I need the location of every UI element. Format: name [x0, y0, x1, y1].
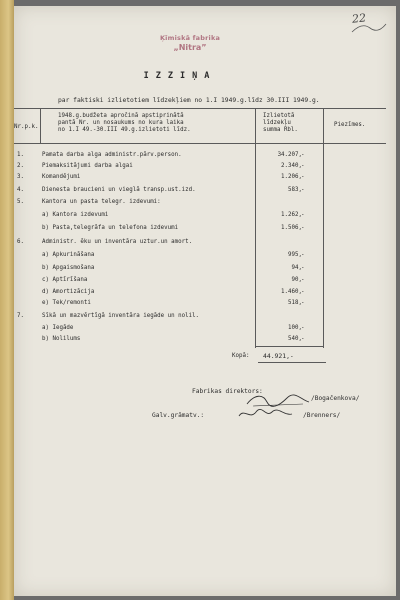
row-description: c) Aptīrīšana: [42, 277, 88, 283]
row-amount: 1.460,: [281, 289, 302, 295]
row-amount: 94,: [291, 265, 302, 271]
col-divider-2: [255, 108, 256, 348]
row-amount: 1.262,: [281, 212, 302, 218]
row-description: e) Tek/remonti: [42, 300, 91, 306]
total-underline: [258, 362, 326, 363]
row-dash: -: [301, 187, 305, 193]
table-top-border: [14, 108, 386, 109]
header-desc-line-2: pantā Nr. un nosaukums no kura laika: [58, 120, 184, 126]
row-number: 6.: [17, 239, 24, 245]
row-dash: -: [301, 212, 305, 218]
row-amount: 540,: [288, 336, 302, 342]
row-description: Kantora un pasta telegr. izdevumi:: [42, 199, 161, 205]
header-used-line-3: summa Rbl.: [263, 127, 298, 133]
total-label: Kopā:: [232, 353, 250, 359]
row-number: 1.: [17, 152, 24, 158]
factory-stamp: [150, 34, 230, 52]
col-divider-3: [323, 108, 324, 348]
row-description: Administr. ēku un inventāra uztur.un amort.: [42, 239, 193, 245]
row-dash: -: [301, 225, 305, 231]
row-amount: 1.506,: [281, 225, 302, 231]
accountant-name: /Brenners/: [303, 412, 341, 419]
document-subtitle: par faktiski izlietotiem līdzekļiem no 1.I 1949.g.līdz 30.III 1949.g.: [58, 97, 320, 104]
stamp-line-2: „Nitra”: [173, 43, 207, 52]
accountant-signature-icon: [236, 406, 296, 422]
page-number: 22: [351, 11, 367, 26]
total-top-border: [255, 346, 323, 347]
row-amount: 34.207,: [277, 152, 302, 158]
header-used-line-1: Izlietotā: [263, 113, 295, 119]
row-description: b) Apgaismošana: [42, 265, 95, 271]
row-description: a) Apkurināšana: [42, 252, 95, 258]
row-amount: 995,: [288, 252, 302, 258]
total-value: 44.921,-: [263, 352, 294, 360]
header-desc-line-3: no 1.I 49.-30.III 49.g.izlietoti līdz.: [58, 127, 191, 133]
row-amount: 583,: [288, 187, 302, 193]
row-number: 3.: [17, 174, 24, 180]
stamp-line-1: Ķīmiskā fabrika: [159, 34, 221, 42]
row-dash: -: [301, 163, 305, 169]
row-amount: 90,: [291, 277, 302, 283]
row-description: Piemaksitājumi darba algai: [42, 163, 133, 169]
row-dash: -: [301, 174, 305, 180]
row-dash: -: [301, 300, 305, 306]
row-dash: -: [301, 265, 305, 271]
row-number: 7.: [17, 313, 24, 319]
row-dash: -: [301, 336, 305, 342]
row-description: b) Nolilums: [42, 336, 81, 342]
director-label: Fabrikas direktors:: [192, 388, 263, 395]
row-dash: -: [301, 277, 305, 283]
binding-strip: [0, 0, 14, 600]
row-description: b) Pasta,telegrāfa un telefona izdevumi: [42, 225, 179, 231]
page-number-scribble-icon: [350, 18, 390, 38]
header-nr: Nr.p.k.: [14, 124, 39, 130]
table-header-bottom-border: [14, 143, 386, 144]
document-title: IZZIŅA: [143, 71, 217, 81]
row-amount: 1.206,: [281, 174, 302, 180]
row-description: Sīkā un mazvērtīgā inventāra iegāde un nolil.: [42, 313, 200, 319]
header-used-line-2: līdzekļu: [263, 120, 291, 126]
col-divider-1: [40, 108, 41, 143]
director-name: /Bogačenkova/: [311, 395, 360, 402]
row-amount: 518,: [288, 300, 302, 306]
row-description: d) Amortizācija: [42, 289, 95, 295]
header-desc-line-1: 1948.g.budžeta apročinā apstiprinātā: [58, 113, 184, 119]
row-description: a) Iegāde: [42, 325, 74, 331]
row-dash: -: [301, 325, 305, 331]
accountant-label: Galv.grāmatv.:: [152, 412, 205, 419]
header-notes: Piezīmes.: [334, 122, 366, 128]
row-number: 5.: [17, 199, 24, 205]
row-dash: -: [301, 289, 305, 295]
row-number: 4.: [17, 187, 24, 193]
row-number: 2.: [17, 163, 24, 169]
row-description: Komandējumi: [42, 174, 81, 180]
row-dash: -: [301, 252, 305, 258]
row-description: a) Kantora izdevumi: [42, 212, 109, 218]
row-description: Pamata darba alga administr.pārv.person.: [42, 152, 182, 158]
row-amount: 100,: [288, 325, 302, 331]
row-dash: -: [301, 152, 305, 158]
row-description: Dienesta braucieni un vieglā transp.ust.izd.: [42, 187, 196, 193]
row-amount: 2.340,: [281, 163, 302, 169]
